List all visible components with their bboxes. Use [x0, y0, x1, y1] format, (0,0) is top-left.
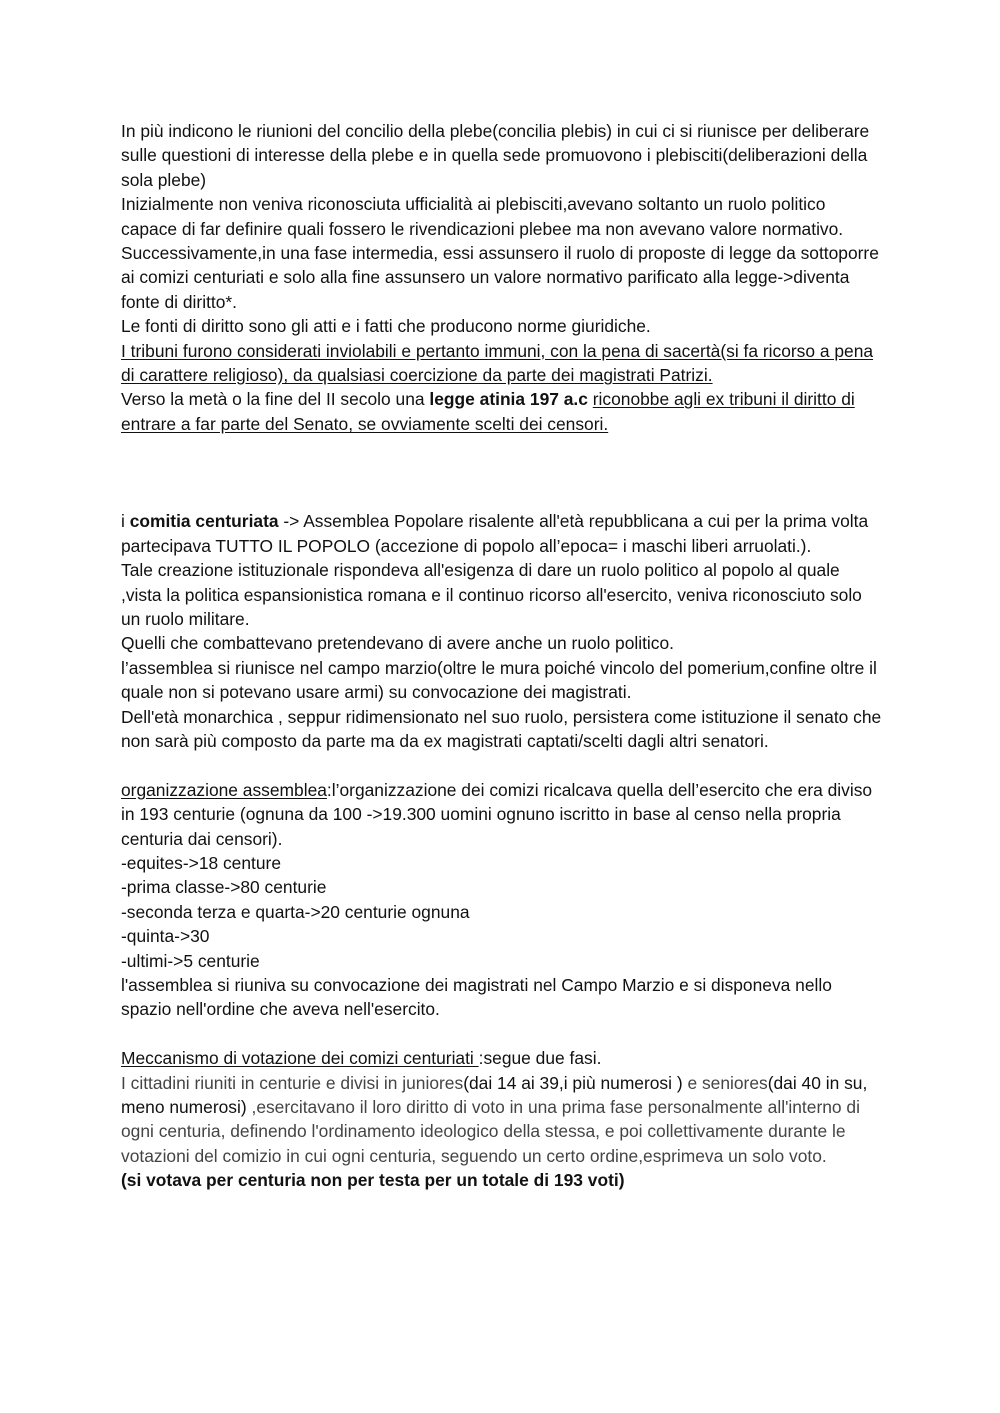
paragraph-organizzazione-assemblea: [121, 778, 883, 851]
list-item: -equites->18 centure: [121, 852, 281, 873]
paragraph-voto-centuria: (si votava per centuria non per testa per un totale di 193 voti): [121, 1170, 625, 1191]
votazione-seniores: (dai 40 in su, meno numerosi): [121, 1072, 868, 1117]
paragraph-concilio-plebe: In più indicono le riunioni del concilio della plebe(concilia plebis) in cui ci si riunisce per deliberare sulle questioni di interesse della plebe e in quella sede promuovono i plebisciti(deliberazioni della sola plebe): [121, 121, 870, 190]
organizzazione-heading: organizzazione assemblea: [121, 779, 327, 800]
votazione-text-a: I cittadini riuniti in centurie e divisi in juniores: [121, 1072, 464, 1093]
legge-atinia-bold: legge atinia 197 a.c: [429, 389, 588, 410]
section-spacer: [121, 1022, 883, 1046]
comitia-text-a: i: [121, 511, 130, 532]
paragraph-ruolo-politico: Quelli che combattevano pretendevano di avere anche un ruolo politico.: [121, 633, 674, 654]
section-spacer: [121, 753, 883, 777]
paragraph-legge-atinia: [121, 387, 883, 436]
paragraph-fonti-diritto: Le fonti di diritto sono gli atti e i fatti che producono norme giuridiche.: [121, 316, 651, 337]
list-item: -prima classe->80 centurie: [121, 877, 327, 898]
list-item: -seconda terza e quarta->20 centurie ognuna: [121, 901, 470, 922]
votazione-text-e: ,esercitavano il loro diritto di voto in una prima fase personalmente all'interno di ogni centuria, definendo l'ordinamento ideologico della stessa, e poi collettivamente durante le votazioni del comizio in cui ogni centuria, seguendo un certo ordine,esprimeva un solo voto.: [121, 1097, 860, 1166]
paragraph-votazione: [121, 1071, 883, 1169]
paragraph-campo-marzio: l’assemblea si riunisce nel campo marzio(oltre le mura poiché vincolo del pomerium,confine oltre il quale non si potevano usare armi) su convocazione dei magistrati.: [121, 657, 877, 703]
legge-atinia-text-a: Verso la metà o la fine del II secolo una: [121, 389, 430, 410]
paragraph-comitia-centuriata: [121, 509, 883, 558]
comitia-bold: comitia centuriata: [129, 511, 279, 532]
list-item: -ultimi->5 centurie: [121, 950, 260, 971]
paragraph-meccanismo-heading: [121, 1046, 883, 1070]
paragraph-creazione-istituzionale: Tale creazione istituzionale rispondeva all'esigenza di dare un ruolo politico al popolo al quale ,vista la politica espansionistica romana e il continuo ricorso all'esercito, veniva riconosciuto solo un ruolo militare.: [121, 560, 862, 629]
votazione-text-c: e seniores: [682, 1072, 768, 1093]
paragraph-senato: Dell'età monarchica , seppur ridimensionato nel suo ruolo, persistera come istituzione il senato che non sarà più composto da parte ma da ex magistrati captati/scelti dagli altri senatori.: [121, 706, 882, 751]
meccanismo-heading-tail: :segue due fasi.: [478, 1048, 602, 1069]
paragraph-fase-intermedia: Successivamente,in una fase intermedia, essi assunsero il ruolo di proposte di legge da sottoporre ai comizi centuriati e solo alla fine assunsero un valore normativo parificato alla legge->diventa fonte di diritto*.: [121, 243, 879, 312]
organizzazione-intro: :l’organizzazione dei comizi ricalcava quella dell’esercito che era diviso in 193 centurie (ognuna da 100 ->19.300 uomini ognuno iscritto in base al censo nella propria centuria dai censori).: [121, 779, 873, 849]
legge-atinia-underlined: riconobbe agli ex tribuni il diritto di entrare a far parte del Senato, se ovviamente scelti dei censori.: [121, 389, 855, 434]
votazione-juniores: (dai 14 ai 39,i più numerosi ): [463, 1072, 683, 1093]
section-spacer: [121, 436, 883, 509]
paragraph-plebisciti-ufficialita: Inizialmente non veniva riconosciuta ufficialità ai plebisciti,avevano soltanto un ruolo politico capace di far definire quali fossero le rivendicazioni plebee ma non avevano valore normativo.: [121, 194, 844, 239]
document-page: [121, 119, 883, 1193]
comitia-text-b: -> Assemblea Popolare risalente all'età repubblicana a cui per la prima volta partecipava TUTTO IL POPOLO (accezione di popolo all’epoca= i maschi liberi arruolati.).: [121, 511, 869, 556]
paragraph-assemblea-campo-marzio: l'assemblea si riuniva su convocazione dei magistrati nel Campo Marzio e si disponeva nello spazio nell'ordine che aveva nell'esercito.: [121, 974, 832, 1020]
paragraph-tribuni-inviolabili: I tribuni furono considerati inviolabili e pertanto immuni, con la pena di sacertà(si fa ricorso a pena di carattere religioso), da qualsiasi coercizione da parte dei magistrati Patrizi.: [121, 340, 874, 386]
list-item: -quinta->30: [121, 926, 210, 947]
meccanismo-heading: Meccanismo di votazione dei comizi centuriati: [121, 1048, 479, 1069]
